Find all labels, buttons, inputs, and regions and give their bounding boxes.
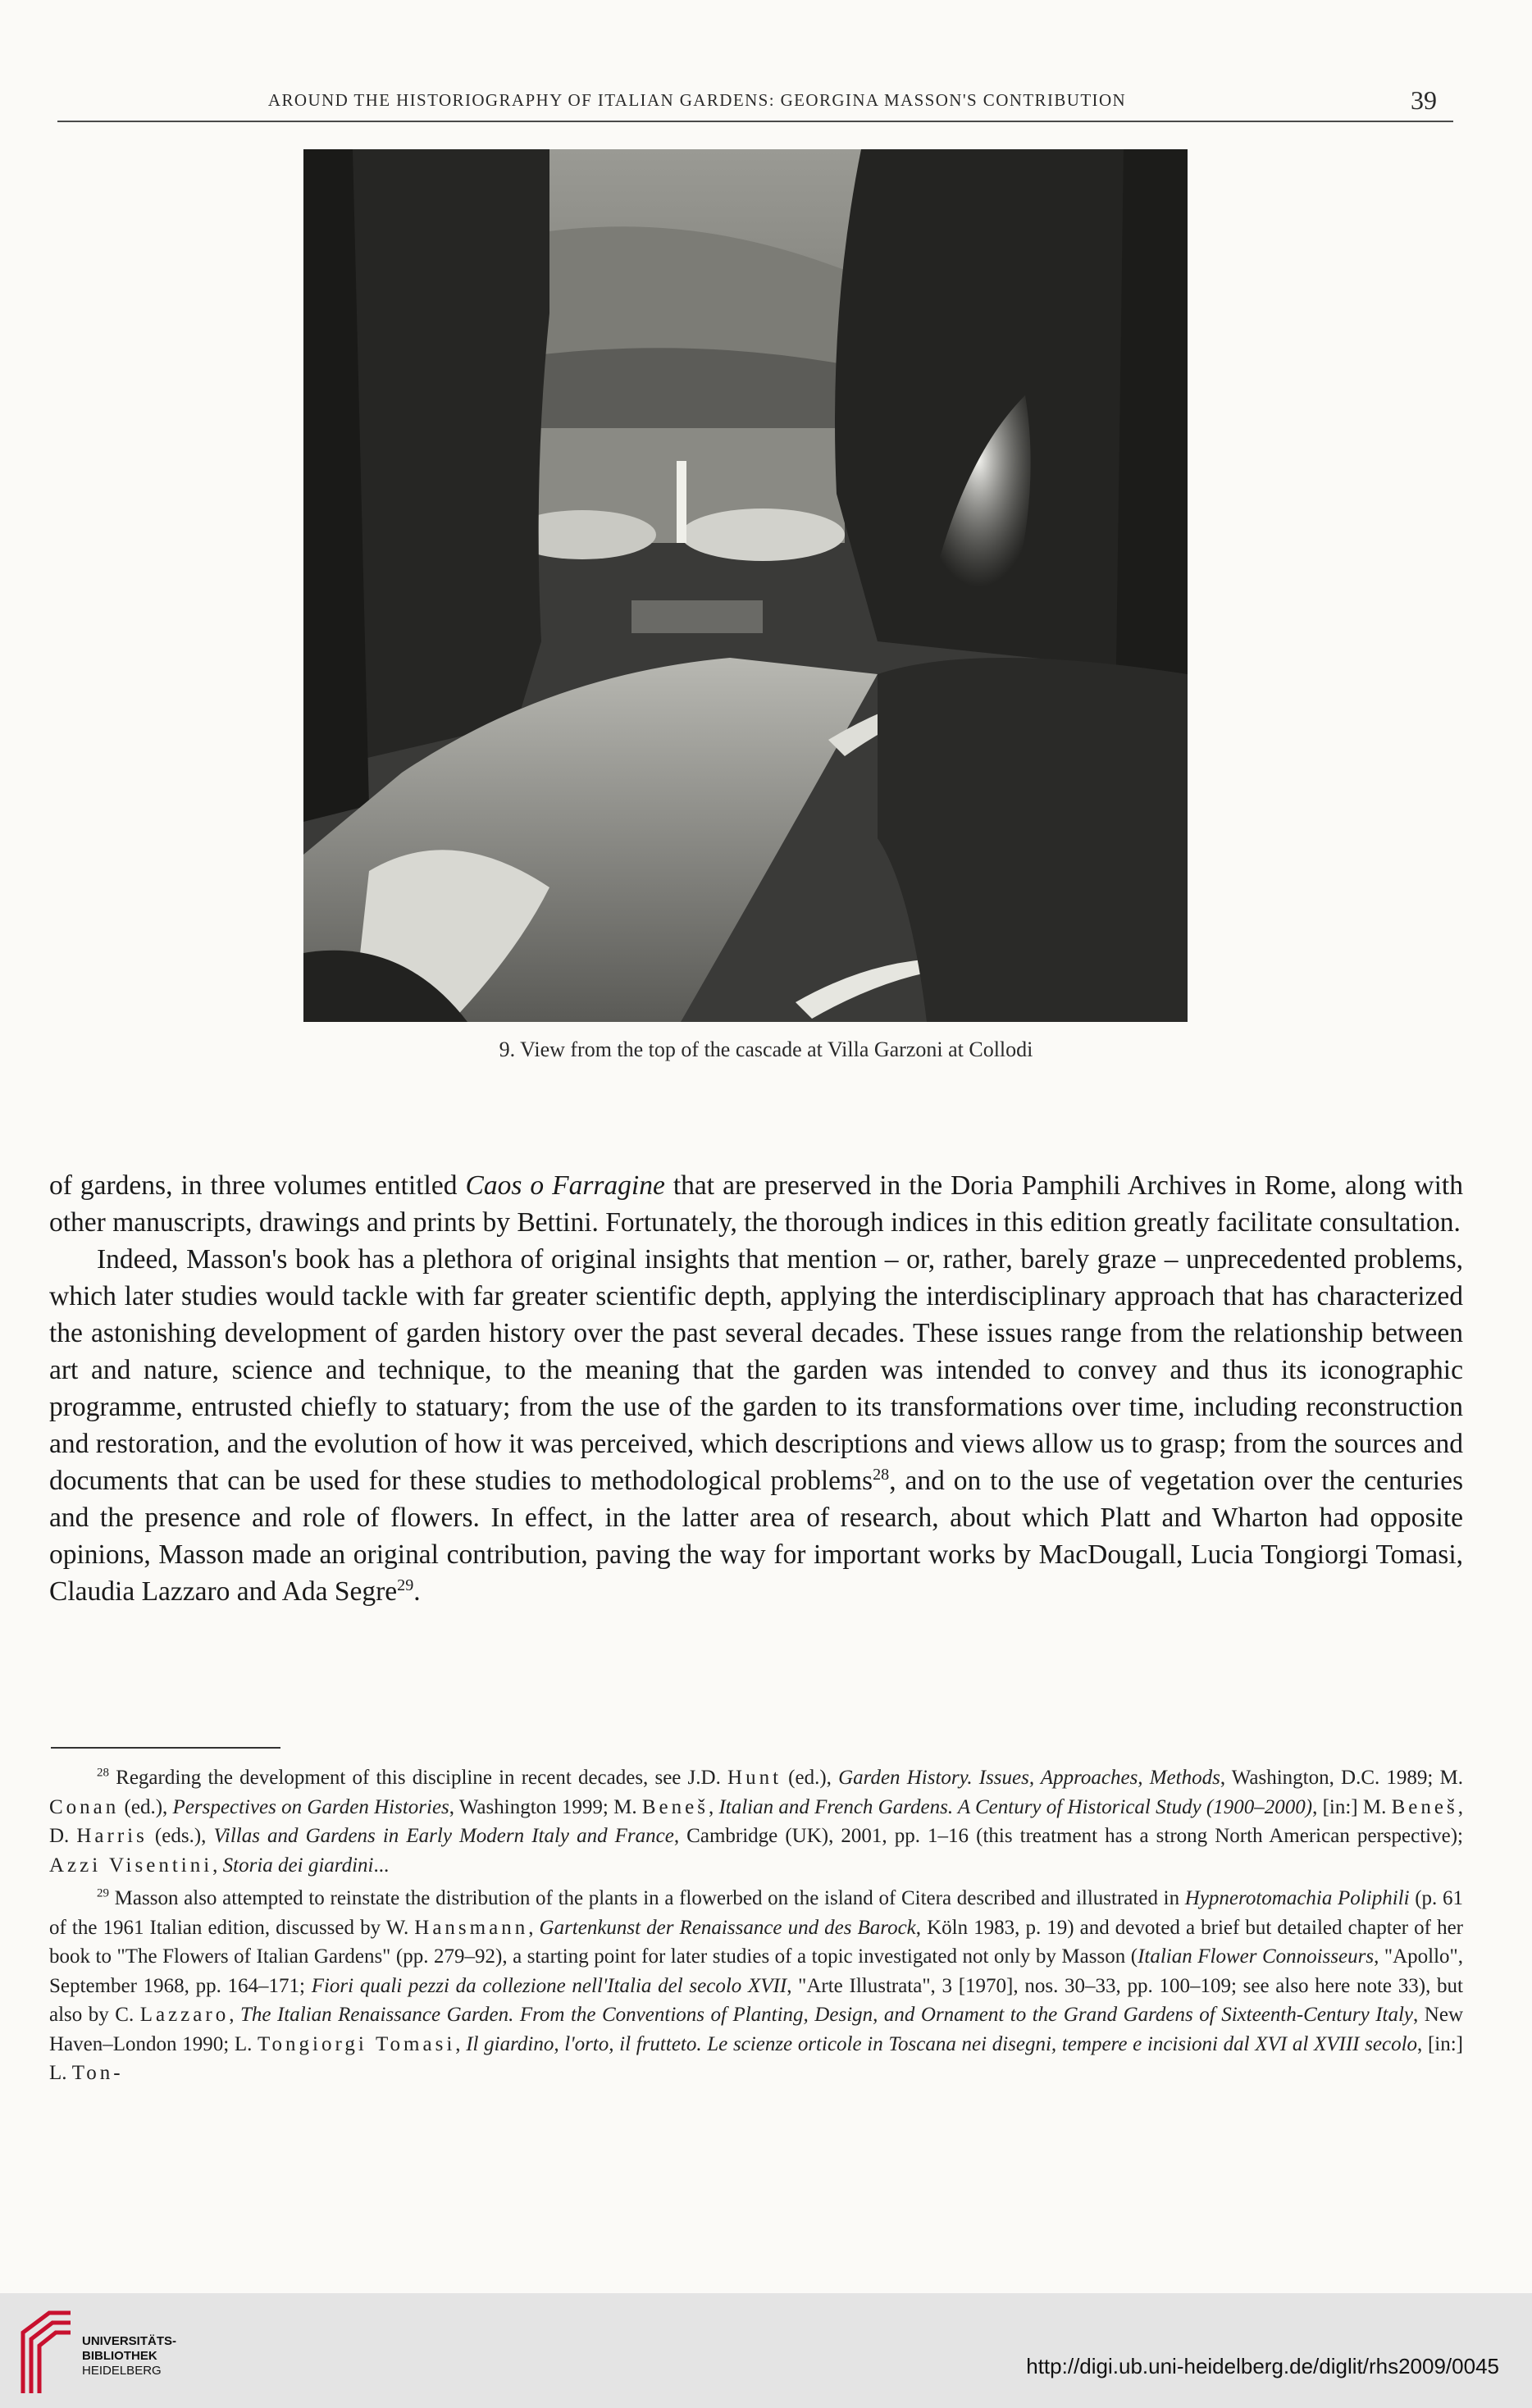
running-head: AROUND THE HISTORIOGRAPHY OF ITALIAN GARDENS: GEORGINA MASSON'S CONTRIBUTION — [267, 90, 1127, 110]
fn-author: Beneš — [1391, 1795, 1458, 1818]
logo-line-1: UNIVERSITÄTS- — [82, 2334, 177, 2348]
fn-text: , — [708, 1795, 719, 1818]
fn-author: Harris — [76, 1825, 148, 1847]
fn-text: , — [229, 2004, 240, 2026]
fn-text: , New Haven–London 1990; L. — [49, 2004, 1463, 2055]
fn-title: Italian and French Gardens. A Century of Historical Study (1900–2000) — [718, 1795, 1313, 1818]
fn-author: Azzi Visentini — [49, 1854, 213, 1877]
footnote-number: 28 — [97, 1766, 109, 1780]
fn-author: Ton- — [71, 2062, 124, 2084]
fn-title: Il giardino, l'orto, il frutteto. Le scienze orticole in Toscana nei disegni, tempere e incisioni dal XVI al XVIII secolo — [466, 2032, 1418, 2055]
fn-text: , — [455, 2032, 467, 2055]
fn-author: Lazzaro — [139, 2004, 230, 2026]
fn-title: Perspectives on Garden Histories — [172, 1795, 449, 1818]
fn-title: Gartenkunst der Renaissance und des Barock — [539, 1916, 916, 1939]
fn-text: Masson also attempted to reinstate the distribution of the plants in a flowerbed on the island of Citera described and illustrated in — [109, 1887, 1185, 1909]
fn-text: (ed.), — [119, 1795, 173, 1818]
figure-photo-cascade — [303, 149, 1188, 1022]
fn-text: (eds.), — [147, 1825, 214, 1847]
fn-title: Hypnerotomachia Poliphili — [1184, 1887, 1410, 1909]
fn-text: (p. 61 of the 1961 Italian edition, discussed by W. — [49, 1887, 1463, 1939]
p2-text-a: Indeed, Masson's book has a plethora of original insights that mention – or, rather, barely graze – unprecedented problems, which later studies would tackle with far greater scientific depth, applying the interdisciplinary approach that has characterized the astonishing development of garden history over the past several decades. These issues range from the relationship between art and nature, science and technique, to the meaning that the garden was intended to convey and thus its iconographic programme, entrusted chiefly to statuary; from the use of the garden to its transformations over time, including reconstruction and restoration, and the evolution of how it was perceived, which descriptions and views allow us to grasp; from the sources and documents that can be used for these studies to methodological problems — [49, 1244, 1463, 1496]
p1-text-b: that are preserved in the Doria Pamphili Archives in Rome, along with other manuscripts, drawings and prints by Bettini. Fortunately, the thorough indices in this edition greatly facilitate consultation. — [49, 1170, 1463, 1238]
fn-text: , "Apollo", September 1968, pp. 164–171; — [49, 1945, 1464, 1997]
cascade-photo-illustration — [303, 149, 1188, 1022]
footnote-29 — [49, 1884, 1463, 2088]
footnote-number: 29 — [97, 1886, 109, 1900]
library-name — [82, 2334, 176, 2378]
header-rule — [57, 121, 1453, 122]
p2-text-b: , and on to the use of vegetation over the centuries and the presence and role of flowers. In effect, in the latter area of research, about which Platt and Wharton had opposite opinions, Masson made an original contribution, paving the way for important works by MacDougall, Lucia Tongiorgi Tomasi, Claudia Lazzaro and Ada Segre — [49, 1466, 1463, 1607]
p2-text-c: . — [413, 1576, 421, 1607]
fn-text: (ed.), — [782, 1767, 839, 1789]
fn-text: ... — [373, 1854, 390, 1877]
fn-text: Regarding the development of this discipline in recent decades, see J.D. — [109, 1767, 728, 1789]
fn-text: , — [528, 1916, 540, 1939]
fn-title: Storia dei giardini — [222, 1854, 374, 1877]
logo-line-2: BIBLIOTHEK — [82, 2349, 157, 2363]
p1-text-a: of gardens, in three volumes entitled — [49, 1170, 466, 1201]
paragraph-1 — [49, 1167, 1463, 1241]
body-text — [49, 1167, 1463, 1610]
fn-author: Tongiorgi Tomasi — [258, 2032, 456, 2055]
fn-text: , D. — [49, 1795, 1463, 1847]
p1-title-caos: Caos o Farragine — [465, 1170, 665, 1201]
fn-author: Beneš — [641, 1795, 709, 1818]
fn-text: , "Arte Illustrata", 3 [1970], nos. 30–33, pp. 100–109; see also here note 33), but also by C. — [49, 1974, 1463, 2026]
fn-text: , [in:] L. — [49, 2032, 1463, 2084]
fn-text: , — [212, 1854, 223, 1877]
fn-text: , Washington, D.C. 1989; M. — [1220, 1767, 1464, 1789]
footnote-ref-29[interactable]: 29 — [397, 1576, 414, 1594]
figure-caption: 9. View from the top of the cascade at Villa Garzoni at Collodi — [499, 1038, 1033, 1061]
fn-title: Fiori quali pezzi da collezione nell'Italia del secolo XVII — [311, 1974, 787, 1997]
fn-text: , Köln 1983, p. 19) and devoted a brief but detailed chapter of her book to "The Flowers of Italian Gardens" (pp. 279–92), a starting point for later studies of a topic investigated not only by Masson ( — [49, 1916, 1463, 1968]
logo-line-3: HEIDELBERG — [82, 2364, 162, 2378]
library-footer — [0, 2293, 1532, 2408]
page-header — [57, 82, 1453, 123]
fn-author: Hunt — [727, 1767, 782, 1789]
footnote-rule — [51, 1747, 280, 1749]
fn-title: Italian Flower Connoisseurs — [1138, 1945, 1375, 1968]
source-url-link[interactable]: http://digi.ub.uni-heidelberg.de/diglit/rhs2009/0045 — [1026, 2354, 1499, 2378]
footnote-ref-28[interactable]: 28 — [873, 1465, 890, 1484]
footnote-28 — [49, 1763, 1463, 1880]
page-number: 39 — [1411, 85, 1437, 115]
library-logo-icon — [16, 2308, 77, 2397]
fn-text: , Washington 1999; M. — [449, 1795, 642, 1818]
fn-text: , [in:] M. — [1312, 1795, 1392, 1818]
fn-title: The Italian Renaissance Garden. From the Conventions of Planting, Design, and Ornament to the Grand Gardens of Sixteenth-Century Italy — [239, 2004, 1414, 2026]
paragraph-2 — [49, 1241, 1463, 1610]
fn-title: Garden History. Issues, Approaches, Methods — [838, 1767, 1220, 1789]
footnotes — [49, 1763, 1463, 2088]
fn-author: Conan — [49, 1795, 120, 1818]
fn-text: , Cambridge (UK), 2001, pp. 1–16 (this treatment has a strong North American perspective); — [673, 1825, 1463, 1847]
fn-title: Villas and Gardens in Early Modern Italy and France — [213, 1825, 674, 1847]
fn-author: Hansmann — [414, 1916, 529, 1939]
